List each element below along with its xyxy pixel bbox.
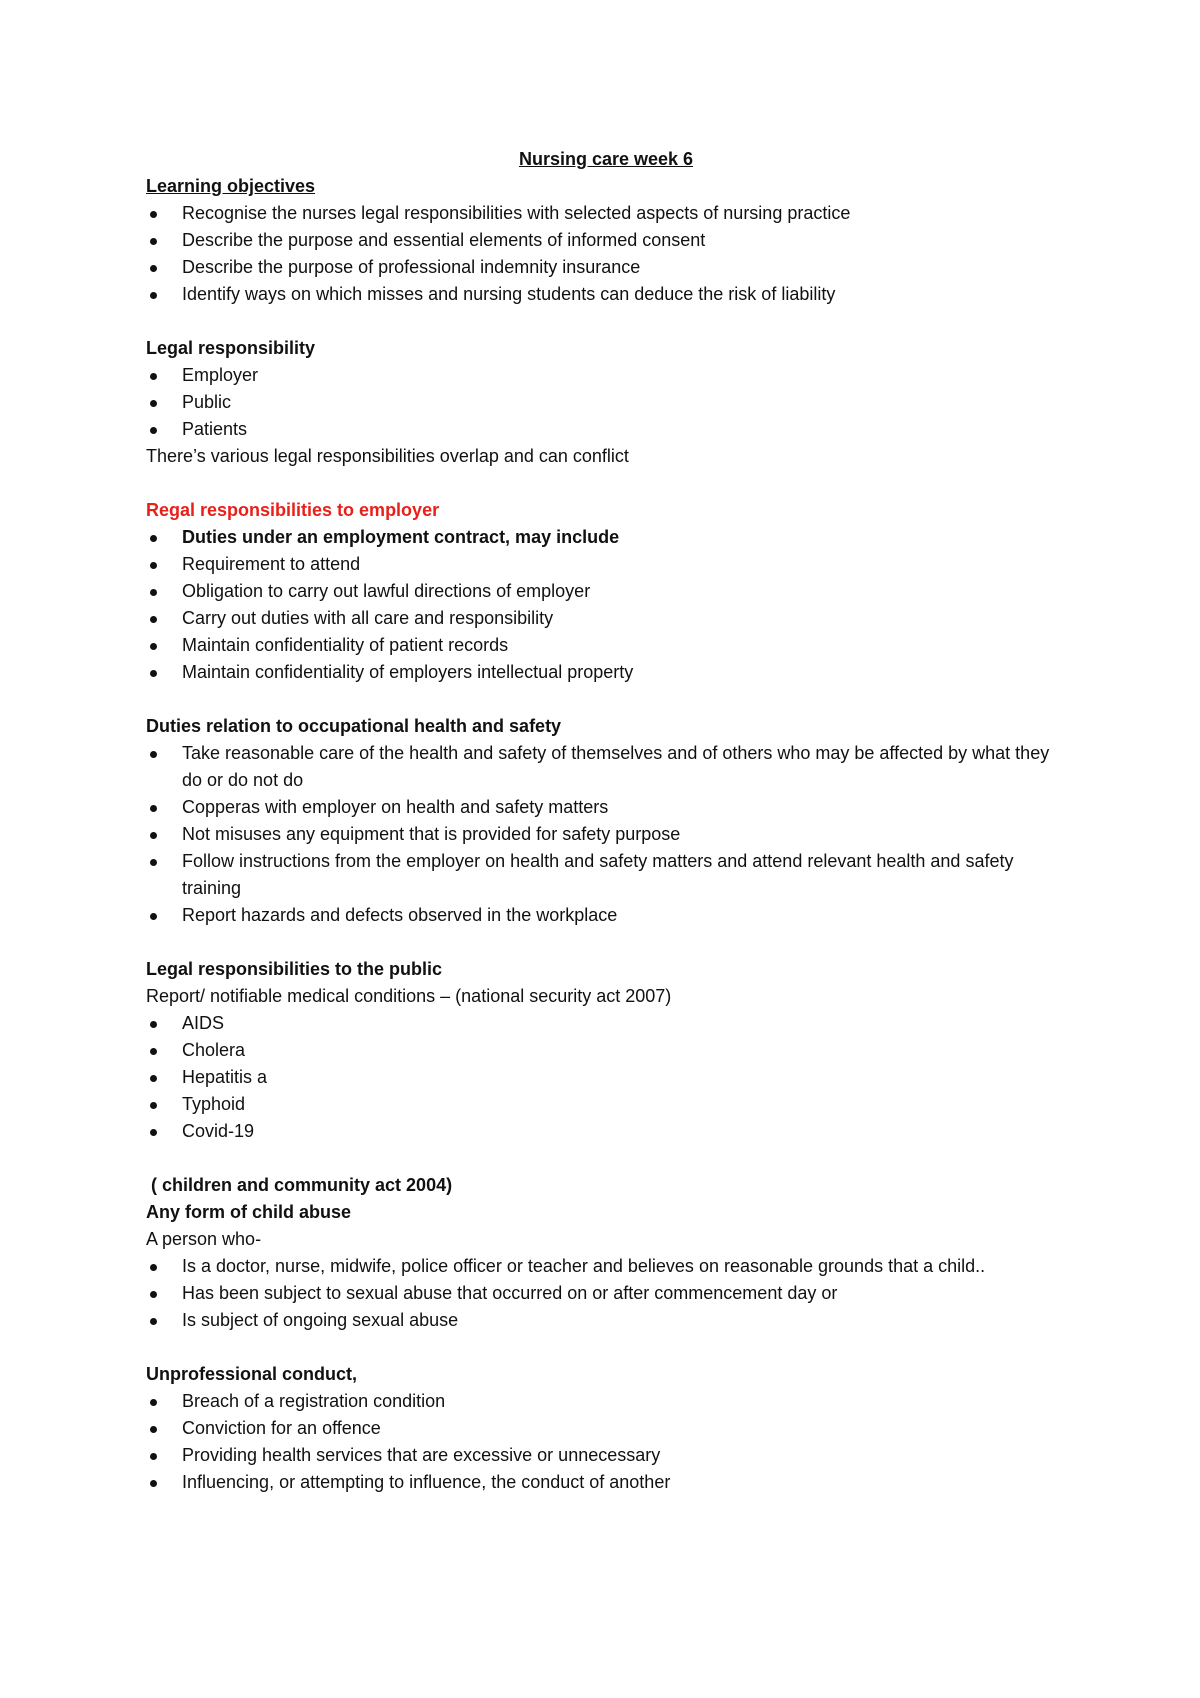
list-item: Obligation to carry out lawful directions of employer	[146, 578, 1066, 605]
public-subline: Report/ notifiable medical conditions – (national security act 2007)	[146, 986, 672, 1006]
bullet-icon	[150, 1453, 157, 1460]
list-item: Follow instructions from the employer on health and safety matters and attend relevant health and safety training	[146, 848, 1066, 902]
spacer	[146, 470, 1066, 497]
list-item: Duties under an employment contract, may include	[146, 524, 1066, 551]
bullet-icon	[150, 400, 157, 407]
learning-objectives-list	[146, 200, 1066, 308]
bullet-icon	[150, 562, 157, 569]
list-item: Is subject of ongoing sexual abuse	[146, 1307, 1066, 1334]
spacer	[146, 308, 1066, 335]
bullet-icon	[150, 643, 157, 650]
list-item: Covid-19	[146, 1118, 1066, 1145]
document-page	[146, 146, 1066, 1496]
list-item: Public	[146, 389, 1066, 416]
spacer	[146, 1334, 1066, 1361]
list-item: Conviction for an offence	[146, 1415, 1066, 1442]
spacer	[146, 686, 1066, 713]
unprofessional-heading: Unprofessional conduct,	[146, 1364, 358, 1384]
child-act-heading: ( children and community act 2004)	[146, 1175, 453, 1195]
list-item: AIDS	[146, 1010, 1066, 1037]
bullet-icon	[150, 292, 157, 299]
list-item: Providing health services that are excessive or unnecessary	[146, 1442, 1066, 1469]
list-item: Recognise the nurses legal responsibilities with selected aspects of nursing practice	[146, 200, 1066, 227]
bullet-icon	[150, 1102, 157, 1109]
list-item: Typhoid	[146, 1091, 1066, 1118]
spacer	[146, 929, 1066, 956]
bullet-icon	[150, 751, 157, 758]
bullet-icon	[150, 238, 157, 245]
ohs-heading: Duties relation to occupational health and safety	[146, 716, 562, 736]
bullet-icon	[150, 1399, 157, 1406]
legal-responsibility-heading: Legal responsibility	[146, 338, 316, 358]
bullet-icon	[150, 535, 157, 542]
list-item: Carry out duties with all care and responsibility	[146, 605, 1066, 632]
learning-objectives-heading: Learning objectives	[146, 176, 316, 196]
bullet-icon	[150, 1021, 157, 1028]
public-heading: Legal responsibilities to the public	[146, 959, 443, 979]
bullet-icon	[150, 1129, 157, 1136]
list-item: Identify ways on which misses and nursing students can deduce the risk of liability	[146, 281, 1066, 308]
list-item: Patients	[146, 416, 1066, 443]
list-item: Describe the purpose of professional indemnity insurance	[146, 254, 1066, 281]
bullet-icon	[150, 616, 157, 623]
list-item: Describe the purpose and essential elements of informed consent	[146, 227, 1066, 254]
list-item: Take reasonable care of the health and safety of themselves and of others who may be affected by what they do or do not do	[146, 740, 1066, 794]
list-item: Not misuses any equipment that is provided for safety purpose	[146, 821, 1066, 848]
list-item: Report hazards and defects observed in the workplace	[146, 902, 1066, 929]
list-item: Is a doctor, nurse, midwife, police officer or teacher and believes on reasonable grounds that a child..	[146, 1253, 1066, 1280]
employer-list	[146, 524, 1066, 686]
public-list	[146, 1010, 1066, 1145]
legal-responsibility-list	[146, 362, 1066, 443]
bullet-icon	[150, 1048, 157, 1055]
bullet-icon	[150, 1075, 157, 1082]
bullet-icon	[150, 265, 157, 272]
employer-heading: Regal responsibilities to employer	[146, 500, 440, 520]
child-intro: A person who-	[146, 1229, 262, 1249]
bullet-icon	[150, 1426, 157, 1433]
child-list	[146, 1253, 1066, 1334]
bullet-icon	[150, 1264, 157, 1271]
list-item: Influencing, or attempting to influence, the conduct of another	[146, 1469, 1066, 1496]
list-item: Employer	[146, 362, 1066, 389]
bullet-icon	[150, 1291, 157, 1298]
bullet-icon	[150, 1318, 157, 1325]
bullet-icon	[150, 805, 157, 812]
list-item: Breach of a registration condition	[146, 1388, 1066, 1415]
bullet-icon	[150, 589, 157, 596]
list-item: Hepatitis a	[146, 1064, 1066, 1091]
bullet-icon	[150, 373, 157, 380]
spacer	[146, 1145, 1066, 1172]
bullet-icon	[150, 670, 157, 677]
bullet-icon	[150, 211, 157, 218]
unprofessional-list	[146, 1388, 1066, 1496]
list-item: Copperas with employer on health and safety matters	[146, 794, 1066, 821]
bullet-icon	[150, 427, 157, 434]
list-item: Maintain confidentiality of patient records	[146, 632, 1066, 659]
list-item: Cholera	[146, 1037, 1066, 1064]
bullet-icon	[150, 832, 157, 839]
bullet-icon	[150, 859, 157, 866]
ohs-list	[146, 740, 1066, 929]
legal-responsibility-note: There’s various legal responsibilities overlap and can conflict	[146, 446, 629, 466]
list-item: Maintain confidentiality of employers intellectual property	[146, 659, 1066, 686]
list-item: Has been subject to sexual abuse that occurred on or after commencement day or	[146, 1280, 1066, 1307]
bullet-icon	[150, 913, 157, 920]
child-abuse-heading: Any form of child abuse	[146, 1202, 352, 1222]
page-title: Nursing care week 6	[518, 149, 694, 169]
bullet-icon	[150, 1480, 157, 1487]
list-item: Requirement to attend	[146, 551, 1066, 578]
